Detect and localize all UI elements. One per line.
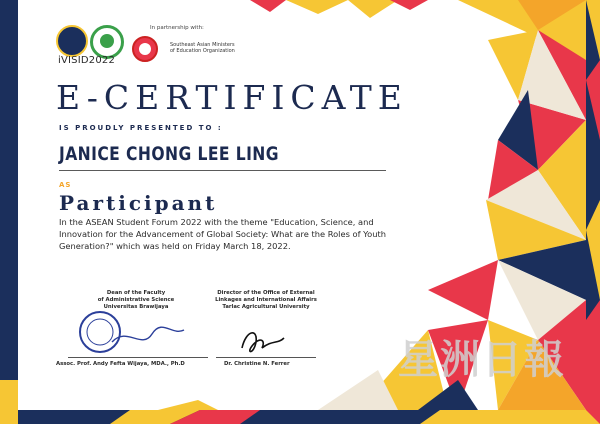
university-logo bbox=[56, 25, 88, 57]
certificate-title: E-CERTIFICATE bbox=[56, 78, 408, 117]
recipient-role: Participant bbox=[59, 191, 218, 215]
as-label: AS bbox=[59, 181, 72, 189]
presented-to-label: IS PROUDLY PRESENTED TO : bbox=[59, 124, 223, 132]
signatory-1-title: Dean of the Faculty of Administrative Science Universitas Brawijaya bbox=[97, 290, 175, 310]
signatory-2-line bbox=[216, 357, 316, 358]
partner-label: In partnership with: bbox=[150, 25, 204, 31]
event-logo-text: iVISID2022 bbox=[58, 55, 116, 66]
newspaper-watermark: 星洲日報 bbox=[398, 336, 566, 383]
seameo-logo bbox=[132, 36, 158, 62]
signatory-1-stamp bbox=[72, 306, 192, 358]
signatory-1-name: Assoc. Prof. Andy Fefta Wijaya, MDA., Ph.D bbox=[56, 361, 185, 367]
partner-name: Southeast Asian Ministers of Education Organization bbox=[170, 42, 235, 55]
agricultural-university-logo bbox=[90, 25, 124, 59]
certificate-description: In the ASEAN Student Forum 2022 with the theme "Education, Science, and Innovation for the Advancement of Global Society: What are the Roles of Youth Generation?" which was held on Friday March 18, 2022. bbox=[59, 217, 386, 251]
recipient-name: JANICE CHONG LEE LING bbox=[59, 143, 279, 165]
recipient-underline bbox=[59, 170, 386, 171]
signatory-1-line bbox=[68, 357, 208, 358]
signatory-2-signature bbox=[232, 326, 292, 358]
signatory-2-title: Director of the Office of External Linkages and International Affairs Tarlac Agricultural University bbox=[215, 290, 317, 310]
signatory-2-name: Dr. Christine N. Ferrer bbox=[224, 361, 290, 367]
